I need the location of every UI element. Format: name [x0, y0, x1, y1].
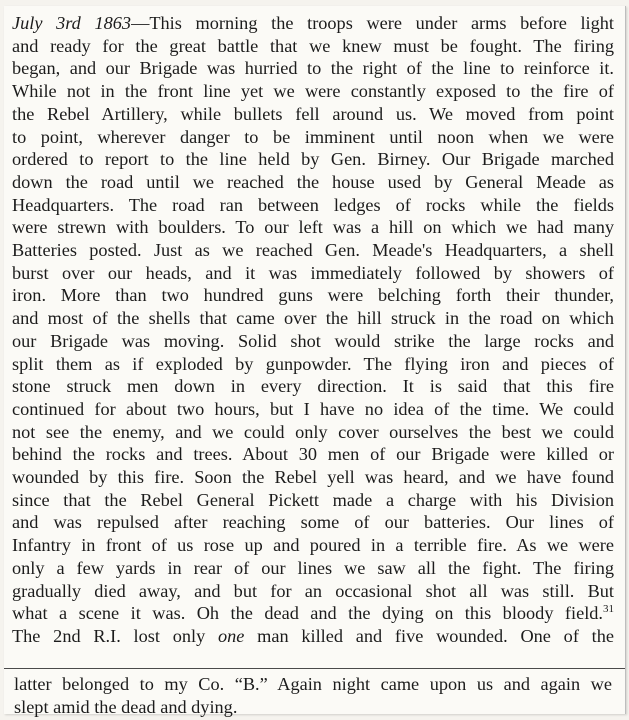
text-line: iron. More than two hundred guns were belching forth their thunder,: [12, 285, 614, 306]
text-line: began, and our Brigade was hurried to the right of the line to reinforce it.: [12, 58, 614, 79]
text-line-part: man killed and five wounded. One of the: [244, 625, 614, 646]
text-line: the Rebel Artillery, while bullets fell around us. We moved from point: [12, 103, 614, 124]
text-line: down the road until we reached the house used by General Meade as: [12, 171, 614, 192]
text-line: burst over our heads, and it was immediately followed by showers of: [12, 262, 614, 283]
text-line: and was repulsed after reaching some of our batteries. Our lines of: [12, 512, 614, 533]
text-line-part: The 2nd R.I. lost only: [12, 625, 218, 646]
text-line-content: what a scene it was. Oh the dead and the dying on this bloody field.: [12, 603, 603, 624]
text-line: split them as if exploded by gunpowder. The flying iron and pieces of: [12, 353, 614, 374]
text-line: Headquarters. The road ran between ledges of rocks while the fields: [12, 194, 614, 215]
diary-entry-body: [12, 12, 614, 648]
text-line-content: —This morning the troops were under arms before light: [131, 13, 614, 33]
text-line: were strewn with boulders. To our left was a hill on which we had many: [12, 217, 614, 238]
diary-entry-continuation: [14, 673, 612, 718]
text-line: [12, 12, 614, 35]
text-line: While not in the front line yet we were constantly exposed to the fire of: [12, 81, 614, 102]
footnote-reference: 31: [603, 603, 614, 616]
text-line: only a few yards in rear of our lines we saw all the fight. The firing: [12, 557, 614, 578]
entry-date: July 3rd 1863: [12, 13, 132, 33]
text-line: and ready for the great battle that we knew must be fought. The firing: [12, 35, 614, 56]
clipping-seam: [4, 668, 625, 669]
text-line: gradually died away, and but for an occasional shot all was still. But: [12, 580, 614, 601]
text-line: behind the rocks and trees. About 30 men of our Brigade were killed or: [12, 444, 614, 465]
text-line: Infantry in front of us rose up and poured in a terrible fire. As we were: [12, 535, 614, 556]
text-line: wounded by this fire. Soon the Rebel yell was heard, and we have found: [12, 467, 614, 488]
text-line: our Brigade was moving. Solid shot would strike the large rocks and: [12, 330, 614, 351]
text-line: latter belonged to my Co. “B.” Again night came upon us and again we: [14, 674, 612, 694]
text-line: ordered to report to the line held by Gen. Birney. Our Brigade marched: [12, 149, 614, 170]
text-line: continued for about two hours, but I have no idea of the time. We could: [12, 398, 614, 419]
text-line: [12, 602, 614, 625]
text-line: Batteries posted. Just as we reached Gen. Meade's Headquarters, a shell: [12, 240, 614, 261]
text-line: stone struck men down in every direction. It is said that this fire: [12, 376, 614, 397]
text-line: [12, 625, 614, 648]
text-line: since that the Rebel General Pickett made a charge with his Division: [12, 489, 614, 510]
text-line: slept amid the dead and dying.: [14, 696, 238, 717]
newspaper-clipping: [4, 6, 626, 717]
text-line: not see the enemy, and we could only cover ourselves the best we could: [12, 421, 614, 442]
emphasized-word: one: [217, 625, 245, 646]
text-line: and most of the shells that came over the hill struck in the road on which: [12, 308, 614, 329]
text-line: to point, wherever danger to be imminent until noon when we were: [12, 126, 614, 147]
